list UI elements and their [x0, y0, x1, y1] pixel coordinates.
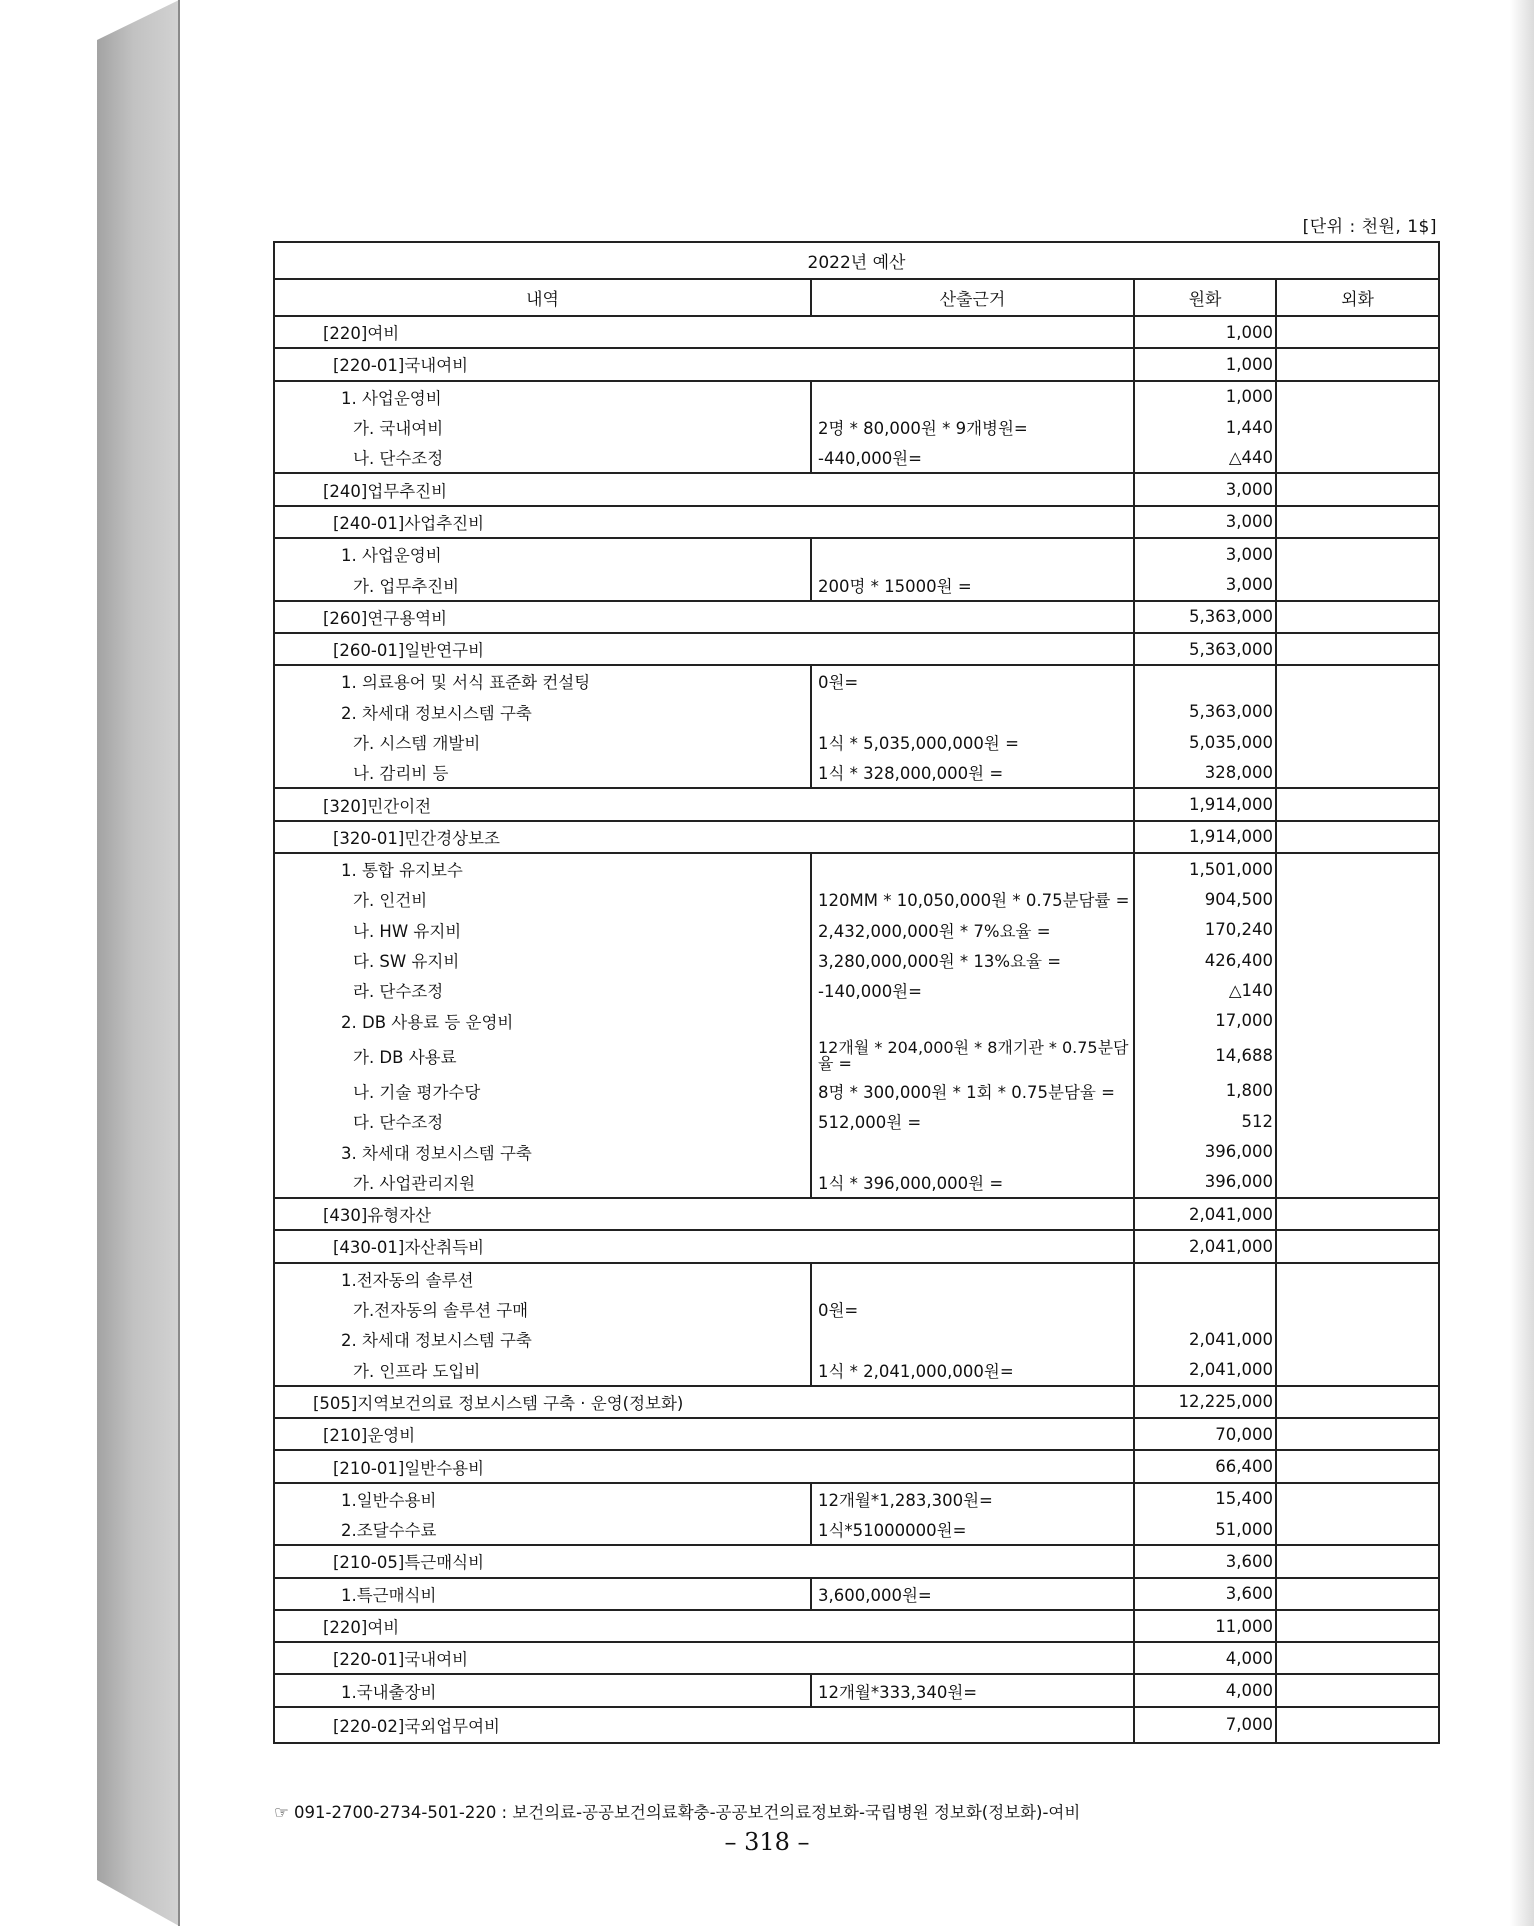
foreign-amount — [1276, 697, 1439, 727]
krw-amount: 1,800 — [1134, 1076, 1276, 1106]
table-row — [274, 381, 1439, 412]
foreign-amount — [1276, 1674, 1439, 1706]
table-row — [274, 1324, 1439, 1354]
krw-amount — [1134, 1294, 1276, 1324]
item-name: [240-01]사업추진비 — [274, 506, 1134, 538]
item-name: 나. HW 유지비 — [274, 915, 811, 945]
calc-basis: 3,280,000,000원 * 13%요율 = — [811, 945, 1134, 975]
item-name: [430]유형자산 — [274, 1198, 1134, 1230]
krw-amount: 3,600 — [1134, 1545, 1276, 1577]
foreign-amount — [1276, 1230, 1439, 1262]
calc-basis — [811, 381, 1134, 412]
item-name: 가. 시스템 개발비 — [274, 727, 811, 757]
item-name: 가. 사업관리지원 — [274, 1167, 811, 1198]
foreign-amount — [1276, 506, 1439, 538]
table-row — [274, 569, 1439, 600]
krw-amount: 7,000 — [1134, 1707, 1276, 1743]
foreign-amount — [1276, 412, 1439, 442]
krw-amount: 5,363,000 — [1134, 697, 1276, 727]
calc-basis — [811, 538, 1134, 569]
item-name: 1. 의료용어 및 서식 표준화 컨설팅 — [274, 665, 811, 696]
krw-amount: 5,035,000 — [1134, 727, 1276, 757]
table-row — [274, 1076, 1439, 1106]
table-row — [274, 975, 1439, 1005]
krw-amount: 11,000 — [1134, 1610, 1276, 1642]
table-row — [274, 348, 1439, 380]
krw-amount: 3,000 — [1134, 506, 1276, 538]
krw-amount: 2,041,000 — [1134, 1230, 1276, 1262]
table-row — [274, 506, 1439, 538]
krw-amount: 51,000 — [1134, 1514, 1276, 1545]
krw-amount: 70,000 — [1134, 1418, 1276, 1450]
krw-amount: 14,688 — [1134, 1036, 1276, 1076]
item-name: 2. 차세대 정보시스템 구축 — [274, 1324, 811, 1354]
krw-amount: 1,000 — [1134, 348, 1276, 380]
table-row — [274, 412, 1439, 442]
krw-amount: 3,600 — [1134, 1578, 1276, 1610]
foreign-amount — [1276, 601, 1439, 633]
calc-basis: 8명 * 300,000원 * 1회 * 0.75분담율 = — [811, 1076, 1134, 1106]
foreign-amount — [1276, 1167, 1439, 1198]
foreign-amount — [1276, 1076, 1439, 1106]
unit-note: [단위 : 천원, 1$] — [1302, 217, 1437, 237]
table-row — [274, 473, 1439, 505]
item-name: 1.일반수용비 — [274, 1483, 811, 1514]
item-name: [505]지역보건의료 정보시스템 구축 · 운영(정보화) — [274, 1386, 1134, 1418]
calc-basis — [811, 1324, 1134, 1354]
foreign-amount — [1276, 1707, 1439, 1743]
item-name: 다. 단수조정 — [274, 1106, 811, 1136]
item-name: [320]민간이전 — [274, 788, 1134, 820]
binder-spine-edge — [178, 0, 180, 1926]
item-name: 3. 차세대 정보시스템 구축 — [274, 1136, 811, 1166]
foreign-amount — [1276, 1483, 1439, 1514]
item-name: [220-01]국내여비 — [274, 1642, 1134, 1674]
item-name: [220-02]국외업무여비 — [274, 1707, 1134, 1743]
foreign-amount — [1276, 727, 1439, 757]
item-name: 다. SW 유지비 — [274, 945, 811, 975]
table-row — [274, 1230, 1439, 1262]
page-number: – 318 – — [724, 1828, 810, 1856]
table-row — [274, 316, 1439, 348]
foreign-amount — [1276, 1294, 1439, 1324]
table-row — [274, 665, 1439, 696]
krw-amount: 4,000 — [1134, 1674, 1276, 1706]
foreign-amount — [1276, 1578, 1439, 1610]
table-row — [274, 1036, 1439, 1076]
item-name: 1. 사업운영비 — [274, 381, 811, 412]
krw-amount: 66,400 — [1134, 1450, 1276, 1482]
item-name: 1.특근매식비 — [274, 1578, 811, 1610]
table-row — [274, 1386, 1439, 1418]
item-name: 가. 인프라 도입비 — [274, 1355, 811, 1386]
krw-amount — [1134, 665, 1276, 696]
item-name: [260-01]일반연구비 — [274, 633, 1134, 665]
table-row — [274, 601, 1439, 633]
item-name: 2. 차세대 정보시스템 구축 — [274, 697, 811, 727]
budget-table — [273, 241, 1440, 1744]
item-name: 나. 감리비 등 — [274, 757, 811, 788]
foreign-amount — [1276, 1418, 1439, 1450]
item-name: 1.전자동의 솔루션 — [274, 1263, 811, 1294]
foreign-amount — [1276, 665, 1439, 696]
item-name: 1.국내출장비 — [274, 1674, 811, 1706]
item-name: 가. 인건비 — [274, 884, 811, 914]
table-row — [274, 1578, 1439, 1610]
item-name: [320-01]민간경상보조 — [274, 821, 1134, 853]
foreign-amount — [1276, 1106, 1439, 1136]
calc-basis: 12개월*1,283,300원= — [811, 1483, 1134, 1514]
foreign-amount — [1276, 1036, 1439, 1076]
table-row — [274, 1674, 1439, 1706]
col-header-foreign: 외화 — [1276, 279, 1439, 316]
calc-basis: 12개월 * 204,000원 * 8개기관 * 0.75분담율 = — [811, 1036, 1134, 1076]
table-row — [274, 1707, 1439, 1743]
table-row — [274, 633, 1439, 665]
calc-basis: 1식 * 2,041,000,000원= — [811, 1355, 1134, 1386]
budget-table-body — [274, 316, 1439, 1743]
foreign-amount — [1276, 569, 1439, 600]
item-name: 가. 국내여비 — [274, 412, 811, 442]
page-edge-shadow — [1510, 0, 1534, 1926]
krw-amount: 1,914,000 — [1134, 788, 1276, 820]
item-name: 2.조달수수료 — [274, 1514, 811, 1545]
table-row — [274, 1483, 1439, 1514]
item-name: 가. 업무추진비 — [274, 569, 811, 600]
table-row — [274, 1610, 1439, 1642]
table-row — [274, 915, 1439, 945]
calc-basis — [811, 853, 1134, 884]
table-row — [274, 884, 1439, 914]
item-name: 라. 단수조정 — [274, 975, 811, 1005]
calc-basis: 2,432,000,000원 * 7%요율 = — [811, 915, 1134, 945]
foreign-amount — [1276, 788, 1439, 820]
krw-amount: 1,914,000 — [1134, 821, 1276, 853]
item-name: [220-01]국내여비 — [274, 348, 1134, 380]
foreign-amount — [1276, 1642, 1439, 1674]
krw-amount: 2,041,000 — [1134, 1324, 1276, 1354]
account-code-footnote: ☞ 091-2700-2734-501-220 : 보건의료-공공보건의료확충-공공보건의료정보화-국립병원 정보화(정보화)-여비 — [274, 1803, 1081, 1822]
foreign-amount — [1276, 821, 1439, 853]
calc-basis — [811, 697, 1134, 727]
foreign-amount — [1276, 442, 1439, 473]
foreign-amount — [1276, 1006, 1439, 1036]
table-row — [274, 945, 1439, 975]
calc-basis: -440,000원= — [811, 442, 1134, 473]
foreign-amount — [1276, 1263, 1439, 1294]
table-row — [274, 1514, 1439, 1545]
krw-amount: 1,501,000 — [1134, 853, 1276, 884]
krw-amount: 396,000 — [1134, 1136, 1276, 1166]
foreign-amount — [1276, 1198, 1439, 1230]
krw-amount: 2,041,000 — [1134, 1198, 1276, 1230]
krw-amount: △440 — [1134, 442, 1276, 473]
calc-basis: 1식 * 328,000,000원 = — [811, 757, 1134, 788]
binder-spine — [97, 0, 179, 1926]
foreign-amount — [1276, 757, 1439, 788]
foreign-amount — [1276, 1450, 1439, 1482]
krw-amount: 2,041,000 — [1134, 1355, 1276, 1386]
krw-amount: 328,000 — [1134, 757, 1276, 788]
calc-basis: 12개월*333,340원= — [811, 1674, 1134, 1706]
foreign-amount — [1276, 915, 1439, 945]
krw-amount: 3,000 — [1134, 538, 1276, 569]
table-row — [274, 697, 1439, 727]
foreign-amount — [1276, 348, 1439, 380]
calc-basis: 1식 * 5,035,000,000원 = — [811, 727, 1134, 757]
calc-basis: 200명 * 15000원 = — [811, 569, 1134, 600]
krw-amount — [1134, 1263, 1276, 1294]
table-row — [274, 1198, 1439, 1230]
table-row — [274, 1167, 1439, 1198]
foreign-amount — [1276, 1386, 1439, 1418]
item-name: [220]여비 — [274, 316, 1134, 348]
col-header-krw: 원화 — [1134, 279, 1276, 316]
table-row — [274, 1545, 1439, 1577]
foreign-amount — [1276, 1136, 1439, 1166]
krw-amount: △140 — [1134, 975, 1276, 1005]
foreign-amount — [1276, 316, 1439, 348]
foreign-amount — [1276, 945, 1439, 975]
table-row — [274, 821, 1439, 853]
table-row — [274, 853, 1439, 884]
table-row — [274, 1450, 1439, 1482]
table-row — [274, 1136, 1439, 1166]
krw-amount: 512 — [1134, 1106, 1276, 1136]
table-row — [274, 442, 1439, 473]
krw-amount: 1,440 — [1134, 412, 1276, 442]
table-row — [274, 1006, 1439, 1036]
foreign-amount — [1276, 884, 1439, 914]
table-row — [274, 1418, 1439, 1450]
foreign-amount — [1276, 1514, 1439, 1545]
calc-basis: 1식 * 396,000,000원 = — [811, 1167, 1134, 1198]
table-row — [274, 1106, 1439, 1136]
item-name: 1. 사업운영비 — [274, 538, 811, 569]
calc-basis: 512,000원 = — [811, 1106, 1134, 1136]
item-name: 1. 통합 유지보수 — [274, 853, 811, 884]
krw-amount: 12,225,000 — [1134, 1386, 1276, 1418]
item-name: [210-01]일반수용비 — [274, 1450, 1134, 1482]
krw-amount: 4,000 — [1134, 1642, 1276, 1674]
table-row — [274, 1263, 1439, 1294]
krw-amount: 3,000 — [1134, 473, 1276, 505]
calc-basis: 0원= — [811, 1294, 1134, 1324]
krw-amount: 904,500 — [1134, 884, 1276, 914]
item-name: 나. 기술 평가수당 — [274, 1076, 811, 1106]
foreign-amount — [1276, 1355, 1439, 1386]
item-name: 2. DB 사용료 등 운영비 — [274, 1006, 811, 1036]
calc-basis — [811, 1006, 1134, 1036]
item-name: [260]연구용역비 — [274, 601, 1134, 633]
krw-amount: 5,363,000 — [1134, 601, 1276, 633]
krw-amount: 1,000 — [1134, 316, 1276, 348]
krw-amount: 3,000 — [1134, 569, 1276, 600]
krw-amount: 170,240 — [1134, 915, 1276, 945]
calc-basis: 3,600,000원= — [811, 1578, 1134, 1610]
krw-amount: 1,000 — [1134, 381, 1276, 412]
table-row — [274, 1642, 1439, 1674]
calc-basis — [811, 1263, 1134, 1294]
krw-amount: 15,400 — [1134, 1483, 1276, 1514]
krw-amount: 396,000 — [1134, 1167, 1276, 1198]
foreign-amount — [1276, 1324, 1439, 1354]
krw-amount: 5,363,000 — [1134, 633, 1276, 665]
table-row — [274, 788, 1439, 820]
table-row — [274, 727, 1439, 757]
foreign-amount — [1276, 1545, 1439, 1577]
calc-basis: 2명 * 80,000원 * 9개병원= — [811, 412, 1134, 442]
table-row — [274, 1294, 1439, 1324]
item-name: [430-01]자산취득비 — [274, 1230, 1134, 1262]
foreign-amount — [1276, 1610, 1439, 1642]
item-name: [240]업무추진비 — [274, 473, 1134, 505]
calc-basis: 1식*51000000원= — [811, 1514, 1134, 1545]
year-header: 2022년 예산 — [274, 242, 1439, 279]
table-row — [274, 757, 1439, 788]
table-row — [274, 538, 1439, 569]
item-name: 가. DB 사용료 — [274, 1036, 811, 1076]
item-name: [210]운영비 — [274, 1418, 1134, 1450]
foreign-amount — [1276, 633, 1439, 665]
calc-basis: 120MM * 10,050,000원 * 0.75분담률 = — [811, 884, 1134, 914]
foreign-amount — [1276, 381, 1439, 412]
foreign-amount — [1276, 853, 1439, 884]
calc-basis — [811, 1136, 1134, 1166]
item-name: [220]여비 — [274, 1610, 1134, 1642]
krw-amount: 426,400 — [1134, 945, 1276, 975]
calc-basis: 0원= — [811, 665, 1134, 696]
col-header-basis: 산출근거 — [811, 279, 1134, 316]
foreign-amount — [1276, 538, 1439, 569]
item-name: 나. 단수조정 — [274, 442, 811, 473]
item-name: 가.전자동의 솔루션 구매 — [274, 1294, 811, 1324]
calc-basis: -140,000원= — [811, 975, 1134, 1005]
foreign-amount — [1276, 473, 1439, 505]
col-header-item: 내역 — [274, 279, 811, 316]
krw-amount: 17,000 — [1134, 1006, 1276, 1036]
table-row — [274, 1355, 1439, 1386]
foreign-amount — [1276, 975, 1439, 1005]
item-name: [210-05]특근매식비 — [274, 1545, 1134, 1577]
